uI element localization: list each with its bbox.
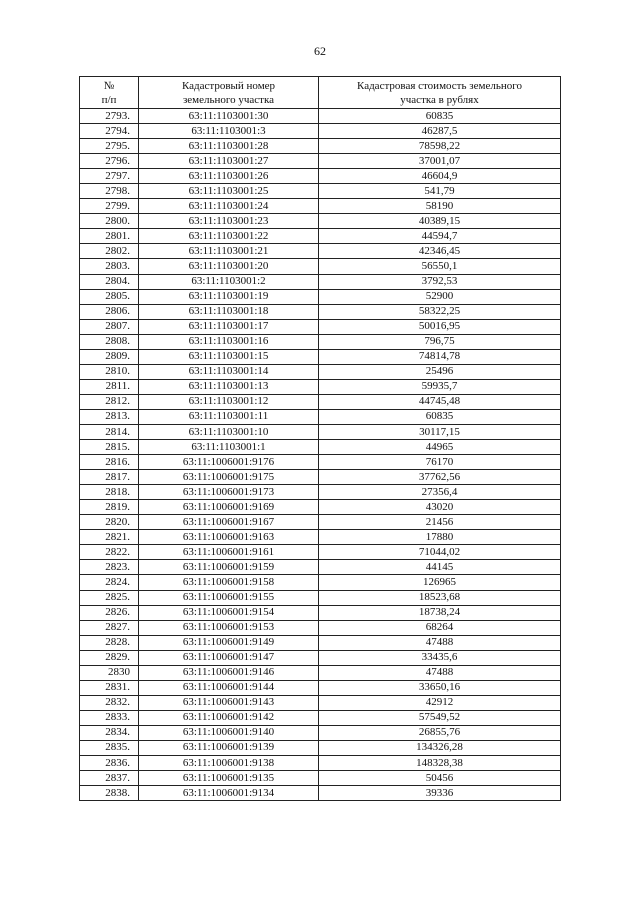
- row-number-cell: 2793.: [80, 109, 139, 124]
- cadastral-cost-cell: 47488: [319, 635, 561, 650]
- cadastral-cost-cell: 76170: [319, 455, 561, 470]
- cadastral-cost-cell: 37001,07: [319, 154, 561, 169]
- row-number-cell: 2815.: [80, 440, 139, 455]
- row-number-cell: 2836.: [80, 756, 139, 771]
- row-number-cell: 2813.: [80, 409, 139, 424]
- cadastral-cost-cell: 126965: [319, 575, 561, 590]
- cadastral-cost-cell: 58190: [319, 199, 561, 214]
- row-number-cell: 2835.: [80, 740, 139, 755]
- row-number-cell: 2795.: [80, 139, 139, 154]
- table-row: [80, 680, 561, 695]
- table-row: [80, 786, 561, 801]
- cadastral-cost-cell: 39336: [319, 786, 561, 801]
- table-row: [80, 139, 561, 154]
- table-row: [80, 394, 561, 409]
- table-row: [80, 259, 561, 274]
- cadastral-cost-cell: 56550,1: [319, 259, 561, 274]
- header-cadastral-number: [139, 77, 319, 109]
- row-number-cell: 2828.: [80, 635, 139, 650]
- header-cadastral-number-line1: Кадастровый номер: [181, 79, 276, 92]
- row-number-cell: 2797.: [80, 169, 139, 184]
- cadastral-cost-cell: 57549,52: [319, 710, 561, 725]
- table-row: [80, 319, 561, 334]
- table-row: [80, 274, 561, 289]
- cadastral-cost-cell: 42912: [319, 695, 561, 710]
- cadastral-number-cell: 63:11:1006001:9147: [139, 650, 319, 665]
- cadastral-cost-cell: 37762,56: [319, 470, 561, 485]
- row-number-cell: 2817.: [80, 470, 139, 485]
- table-row: [80, 199, 561, 214]
- row-number-cell: 2805.: [80, 289, 139, 304]
- cadastral-number-cell: 63:11:1006001:9143: [139, 695, 319, 710]
- cadastral-cost-cell: 52900: [319, 289, 561, 304]
- row-number-cell: 2800.: [80, 214, 139, 229]
- table-row: [80, 635, 561, 650]
- row-number-cell: 2816.: [80, 455, 139, 470]
- table-row: [80, 515, 561, 530]
- row-number-cell: 2806.: [80, 304, 139, 319]
- cadastral-cost-cell: 71044,02: [319, 545, 561, 560]
- table-row: [80, 229, 561, 244]
- table-row: [80, 455, 561, 470]
- row-number-cell: 2829.: [80, 650, 139, 665]
- cadastral-number-cell: 63:11:1103001:11: [139, 409, 319, 424]
- cadastral-number-cell: 63:11:1103001:1: [139, 440, 319, 455]
- cadastral-cost-cell: 50016,95: [319, 319, 561, 334]
- row-number-cell: 2832.: [80, 695, 139, 710]
- cadastral-number-cell: 63:11:1103001:14: [139, 364, 319, 379]
- table-row: [80, 665, 561, 680]
- row-number-cell: 2814.: [80, 424, 139, 439]
- cadastral-number-cell: 63:11:1006001:9158: [139, 575, 319, 590]
- cadastral-number-cell: 63:11:1103001:10: [139, 424, 319, 439]
- cadastral-number-cell: 63:11:1103001:25: [139, 184, 319, 199]
- table-row: [80, 440, 561, 455]
- cadastral-number-cell: 63:11:1103001:27: [139, 154, 319, 169]
- table-row: [80, 184, 561, 199]
- cadastral-cost-cell: 43020: [319, 500, 561, 515]
- row-number-cell: 2837.: [80, 771, 139, 786]
- cadastral-cost-cell: 30117,15: [319, 424, 561, 439]
- table-row: [80, 470, 561, 485]
- cadastral-cost-cell: 21456: [319, 515, 561, 530]
- header-cadastral-cost-line1: Кадастровая стоимость земельного: [357, 79, 522, 92]
- cadastral-number-cell: 63:11:1006001:9135: [139, 771, 319, 786]
- table-row: [80, 485, 561, 500]
- cadastral-number-cell: 63:11:1006001:9155: [139, 590, 319, 605]
- table-row: [80, 500, 561, 515]
- header-cadastral-cost: [319, 77, 561, 109]
- header-row-number-line2: п/п: [101, 93, 117, 106]
- cadastral-cost-cell: 68264: [319, 620, 561, 635]
- row-number-cell: 2824.: [80, 575, 139, 590]
- cadastral-number-cell: 63:11:1006001:9176: [139, 455, 319, 470]
- row-number-cell: 2798.: [80, 184, 139, 199]
- cadastral-number-cell: 63:11:1103001:28: [139, 139, 319, 154]
- table-row: [80, 154, 561, 169]
- table-row: [80, 109, 561, 124]
- cadastral-cost-cell: 50456: [319, 771, 561, 786]
- table-row: [80, 725, 561, 740]
- cadastral-cost-cell: 18523,68: [319, 590, 561, 605]
- table-row: [80, 124, 561, 139]
- cadastral-cost-cell: 541,79: [319, 184, 561, 199]
- table-row: [80, 545, 561, 560]
- cadastral-cost-cell: 44145: [319, 560, 561, 575]
- row-number-cell: 2807.: [80, 319, 139, 334]
- cadastral-cost-cell: 42346,45: [319, 244, 561, 259]
- table-row: [80, 244, 561, 259]
- row-number-cell: 2799.: [80, 199, 139, 214]
- cadastral-number-cell: 63:11:1006001:9140: [139, 725, 319, 740]
- table-row: [80, 650, 561, 665]
- row-number-cell: 2818.: [80, 485, 139, 500]
- row-number-cell: 2810.: [80, 364, 139, 379]
- cadastral-cost-cell: 58322,25: [319, 304, 561, 319]
- cadastral-cost-cell: 3792,53: [319, 274, 561, 289]
- cadastral-cost-cell: 60835: [319, 409, 561, 424]
- cadastral-number-cell: 63:11:1103001:17: [139, 319, 319, 334]
- cadastral-number-cell: 63:11:1006001:9175: [139, 470, 319, 485]
- table-row: [80, 710, 561, 725]
- row-number-cell: 2831.: [80, 680, 139, 695]
- cadastral-number-cell: 63:11:1006001:9138: [139, 756, 319, 771]
- row-number-cell: 2804.: [80, 274, 139, 289]
- table-row: [80, 349, 561, 364]
- cadastral-number-cell: 63:11:1103001:24: [139, 199, 319, 214]
- cadastral-number-cell: 63:11:1103001:21: [139, 244, 319, 259]
- row-number-cell: 2826.: [80, 605, 139, 620]
- header-cadastral-number-line2: земельного участка: [182, 93, 275, 106]
- row-number-cell: 2822.: [80, 545, 139, 560]
- table-row: [80, 334, 561, 349]
- header-row-number: [80, 77, 139, 109]
- cadastral-number-cell: 63:11:1006001:9154: [139, 605, 319, 620]
- cadastral-cost-cell: 148328,38: [319, 756, 561, 771]
- table-row: [80, 364, 561, 379]
- table-row: [80, 214, 561, 229]
- cadastral-cost-cell: 25496: [319, 364, 561, 379]
- table-row: [80, 590, 561, 605]
- cadastral-number-cell: 63:11:1103001:12: [139, 394, 319, 409]
- row-number-cell: 2827.: [80, 620, 139, 635]
- row-number-cell: 2838.: [80, 786, 139, 801]
- cadastral-cost-cell: 33650,16: [319, 680, 561, 695]
- cadastral-cost-cell: 74814,78: [319, 349, 561, 364]
- table-row: [80, 379, 561, 394]
- row-number-cell: 2803.: [80, 259, 139, 274]
- cadastral-number-cell: 63:11:1103001:13: [139, 379, 319, 394]
- cadastral-number-cell: 63:11:1103001:30: [139, 109, 319, 124]
- cadastral-cost-cell: 26855,76: [319, 725, 561, 740]
- row-number-cell: 2811.: [80, 379, 139, 394]
- row-number-cell: 2834.: [80, 725, 139, 740]
- cadastral-cost-cell: 78598,22: [319, 139, 561, 154]
- table-row: [80, 620, 561, 635]
- cadastral-value-table: [79, 76, 561, 801]
- cadastral-cost-cell: 60835: [319, 109, 561, 124]
- row-number-cell: 2821.: [80, 530, 139, 545]
- cadastral-cost-cell: 47488: [319, 665, 561, 680]
- cadastral-cost-cell: 134326,28: [319, 740, 561, 755]
- row-number-cell: 2823.: [80, 560, 139, 575]
- cadastral-number-cell: 63:11:1006001:9163: [139, 530, 319, 545]
- row-number-cell: 2802.: [80, 244, 139, 259]
- cadastral-cost-cell: 44745,48: [319, 394, 561, 409]
- cadastral-number-cell: 63:11:1103001:23: [139, 214, 319, 229]
- row-number-cell: 2809.: [80, 349, 139, 364]
- table-row: [80, 424, 561, 439]
- cadastral-number-cell: 63:11:1006001:9169: [139, 500, 319, 515]
- table-row: [80, 304, 561, 319]
- cadastral-cost-cell: 46287,5: [319, 124, 561, 139]
- cadastral-number-cell: 63:11:1006001:9159: [139, 560, 319, 575]
- row-number-cell: 2808.: [80, 334, 139, 349]
- cadastral-number-cell: 63:11:1006001:9146: [139, 665, 319, 680]
- row-number-cell: 2794.: [80, 124, 139, 139]
- cadastral-number-cell: 63:11:1103001:2: [139, 274, 319, 289]
- cadastral-number-cell: 63:11:1006001:9139: [139, 740, 319, 755]
- cadastral-number-cell: 63:11:1103001:16: [139, 334, 319, 349]
- cadastral-number-cell: 63:11:1103001:22: [139, 229, 319, 244]
- table-row: [80, 169, 561, 184]
- cadastral-number-cell: 63:11:1006001:9161: [139, 545, 319, 560]
- cadastral-cost-cell: 796,75: [319, 334, 561, 349]
- page-number: 62: [314, 44, 326, 58]
- header-row: [80, 77, 561, 109]
- row-number-cell: 2796.: [80, 154, 139, 169]
- cadastral-number-cell: 63:11:1103001:18: [139, 304, 319, 319]
- row-number-cell: 2819.: [80, 500, 139, 515]
- cadastral-number-cell: 63:11:1006001:9142: [139, 710, 319, 725]
- row-number-cell: 2830: [80, 665, 139, 680]
- cadastral-cost-cell: 44594,7: [319, 229, 561, 244]
- table-row: [80, 575, 561, 590]
- table-row: [80, 740, 561, 755]
- table-body: [80, 109, 561, 801]
- cadastral-number-cell: 63:11:1103001:19: [139, 289, 319, 304]
- row-number-cell: 2801.: [80, 229, 139, 244]
- header-cadastral-cost-line2: участка в рублях: [400, 93, 479, 106]
- row-number-cell: 2820.: [80, 515, 139, 530]
- table-row: [80, 560, 561, 575]
- table-row: [80, 530, 561, 545]
- header-row-number-line1: №: [103, 79, 115, 92]
- cadastral-cost-cell: 17880: [319, 530, 561, 545]
- table-row: [80, 409, 561, 424]
- cadastral-cost-cell: 27356,4: [319, 485, 561, 500]
- cadastral-cost-cell: 46604,9: [319, 169, 561, 184]
- cadastral-number-cell: 63:11:1006001:9153: [139, 620, 319, 635]
- cadastral-number-cell: 63:11:1006001:9149: [139, 635, 319, 650]
- row-number-cell: 2833.: [80, 710, 139, 725]
- table-row: [80, 695, 561, 710]
- cadastral-number-cell: 63:11:1103001:20: [139, 259, 319, 274]
- cadastral-number-cell: 63:11:1006001:9134: [139, 786, 319, 801]
- cadastral-cost-cell: 18738,24: [319, 605, 561, 620]
- cadastral-number-cell: 63:11:1103001:15: [139, 349, 319, 364]
- table-row: [80, 605, 561, 620]
- table-row: [80, 289, 561, 304]
- table-row: [80, 771, 561, 786]
- row-number-cell: 2825.: [80, 590, 139, 605]
- cadastral-cost-cell: 33435,6: [319, 650, 561, 665]
- cadastral-cost-cell: 40389,15: [319, 214, 561, 229]
- cadastral-number-cell: 63:11:1103001:26: [139, 169, 319, 184]
- cadastral-number-cell: 63:11:1006001:9167: [139, 515, 319, 530]
- cadastral-cost-cell: 44965: [319, 440, 561, 455]
- row-number-cell: 2812.: [80, 394, 139, 409]
- cadastral-cost-cell: 59935,7: [319, 379, 561, 394]
- table-row: [80, 756, 561, 771]
- table-header: [80, 77, 561, 109]
- cadastral-number-cell: 63:11:1006001:9173: [139, 485, 319, 500]
- cadastral-number-cell: 63:11:1006001:9144: [139, 680, 319, 695]
- cadastral-number-cell: 63:11:1103001:3: [139, 124, 319, 139]
